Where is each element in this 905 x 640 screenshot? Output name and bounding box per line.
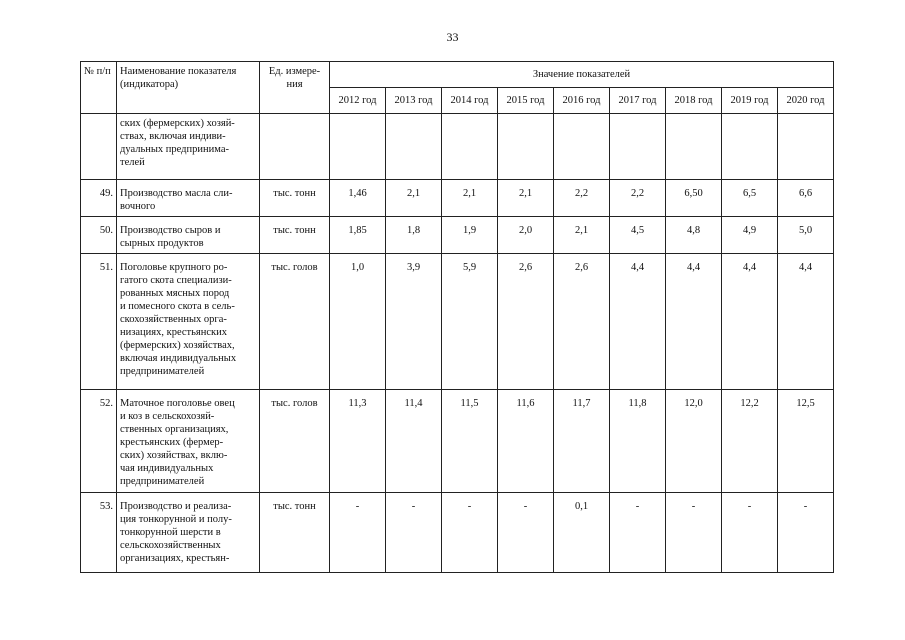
indicator-value	[330, 114, 386, 180]
indicator-value: -	[442, 493, 498, 573]
indicator-value: -	[610, 493, 666, 573]
indicator-value: 2,6	[554, 254, 610, 390]
table-row	[81, 390, 834, 493]
indicator-value	[610, 114, 666, 180]
indicator-value: 11,5	[442, 390, 498, 493]
indicator-value: 11,3	[330, 390, 386, 493]
indicator-value: 4,4	[722, 254, 778, 390]
indicator-value	[554, 114, 610, 180]
indicator-value: -	[778, 493, 834, 573]
indicator-value	[498, 114, 554, 180]
unit-of-measure: тыс. тонн	[260, 217, 330, 254]
table-body	[81, 114, 834, 573]
indicator-value: -	[498, 493, 554, 573]
indicator-value: 4,9	[722, 217, 778, 254]
indicator-name: Поголовье крупного ро- гатого скота специализи- рованных мясных пород и помесного скота в сель- скохозяйственных орга- низациях, крестьянских (фермерских) хозяйствах, включая индивидуальных предпринимателей	[117, 254, 260, 390]
indicator-value: 11,8	[610, 390, 666, 493]
indicator-value: 6,5	[722, 180, 778, 217]
indicator-value: 2,1	[498, 180, 554, 217]
indicator-value: 2,2	[554, 180, 610, 217]
indicator-value	[666, 114, 722, 180]
unit-of-measure	[260, 114, 330, 180]
indicator-value	[722, 114, 778, 180]
unit-of-measure: тыс. тонн	[260, 493, 330, 573]
table-row	[81, 493, 834, 573]
indicator-value	[442, 114, 498, 180]
header-year: 2014 год	[442, 88, 498, 114]
indicator-value: 6,6	[778, 180, 834, 217]
unit-of-measure: тыс. тонн	[260, 180, 330, 217]
indicator-value: 11,7	[554, 390, 610, 493]
table-row	[81, 254, 834, 390]
indicator-value: -	[722, 493, 778, 573]
indicator-name: Маточное поголовье овец и коз в сельскохозяй- ственных организациях, крестьянских (фермер- ских) хозяйствах, вклю- чая индивидуальных предпринимателей	[117, 390, 260, 493]
indicator-value: 12,0	[666, 390, 722, 493]
indicator-value: 2,6	[498, 254, 554, 390]
indicator-value: 5,9	[442, 254, 498, 390]
row-number: 52.	[81, 390, 117, 493]
unit-of-measure: тыс. голов	[260, 254, 330, 390]
indicator-value: -	[386, 493, 442, 573]
row-number: 49.	[81, 180, 117, 217]
header-year: 2019 год	[722, 88, 778, 114]
indicator-value: 12,5	[778, 390, 834, 493]
header-name: Наименование показателя (индикатора)	[117, 62, 260, 114]
table-row	[81, 217, 834, 254]
indicator-name: Производство сыров и сырных продуктов	[117, 217, 260, 254]
row-number	[81, 114, 117, 180]
header-year: 2015 год	[498, 88, 554, 114]
indicator-value: 1,85	[330, 217, 386, 254]
indicator-value	[778, 114, 834, 180]
header-year: 2012 год	[330, 88, 386, 114]
indicator-value: 11,6	[498, 390, 554, 493]
indicator-name: ских (фермерских) хозяй- ствах, включая индиви- дуальных предпринима- телей	[117, 114, 260, 180]
indicator-value: 2,1	[442, 180, 498, 217]
indicator-value: 5,0	[778, 217, 834, 254]
indicators-table	[80, 61, 834, 573]
header-row-1	[81, 62, 834, 88]
indicator-value: 0,1	[554, 493, 610, 573]
page-number: 33	[446, 30, 459, 44]
indicator-value: 1,9	[442, 217, 498, 254]
header-year: 2020 год	[778, 88, 834, 114]
indicator-value: 2,2	[610, 180, 666, 217]
row-number: 51.	[81, 254, 117, 390]
indicator-value: 4,5	[610, 217, 666, 254]
indicator-value: 4,4	[666, 254, 722, 390]
indicator-value: 1,46	[330, 180, 386, 217]
indicator-value: 12,2	[722, 390, 778, 493]
indicator-value: 2,0	[498, 217, 554, 254]
header-unit: Ед. измере- ния	[260, 62, 330, 114]
indicator-value: 3,9	[386, 254, 442, 390]
header-num: № п/п	[81, 62, 117, 114]
header-year: 2018 год	[666, 88, 722, 114]
indicator-value: 11,4	[386, 390, 442, 493]
indicator-value: -	[330, 493, 386, 573]
indicator-value: 1,8	[386, 217, 442, 254]
indicator-value: 2,1	[386, 180, 442, 217]
indicator-value: 1,0	[330, 254, 386, 390]
indicator-value: 4,8	[666, 217, 722, 254]
indicator-value: -	[666, 493, 722, 573]
header-year: 2013 год	[386, 88, 442, 114]
indicator-name: Производство и реализа- ция тонкорунной и полу- тонкорунной шерсти в сельскохозяйственных организациях, крестьян-	[117, 493, 260, 573]
indicator-value: 6,50	[666, 180, 722, 217]
header-year: 2017 год	[610, 88, 666, 114]
header-year: 2016 год	[554, 88, 610, 114]
indicator-value	[386, 114, 442, 180]
indicator-value: 4,4	[778, 254, 834, 390]
indicator-name: Производство масла сли- вочного	[117, 180, 260, 217]
indicator-value: 2,1	[554, 217, 610, 254]
table-row	[81, 114, 834, 180]
header-values-group: Значение показателей	[330, 62, 834, 88]
row-number: 50.	[81, 217, 117, 254]
indicator-value: 4,4	[610, 254, 666, 390]
unit-of-measure: тыс. голов	[260, 390, 330, 493]
table-row	[81, 180, 834, 217]
row-number: 53.	[81, 493, 117, 573]
